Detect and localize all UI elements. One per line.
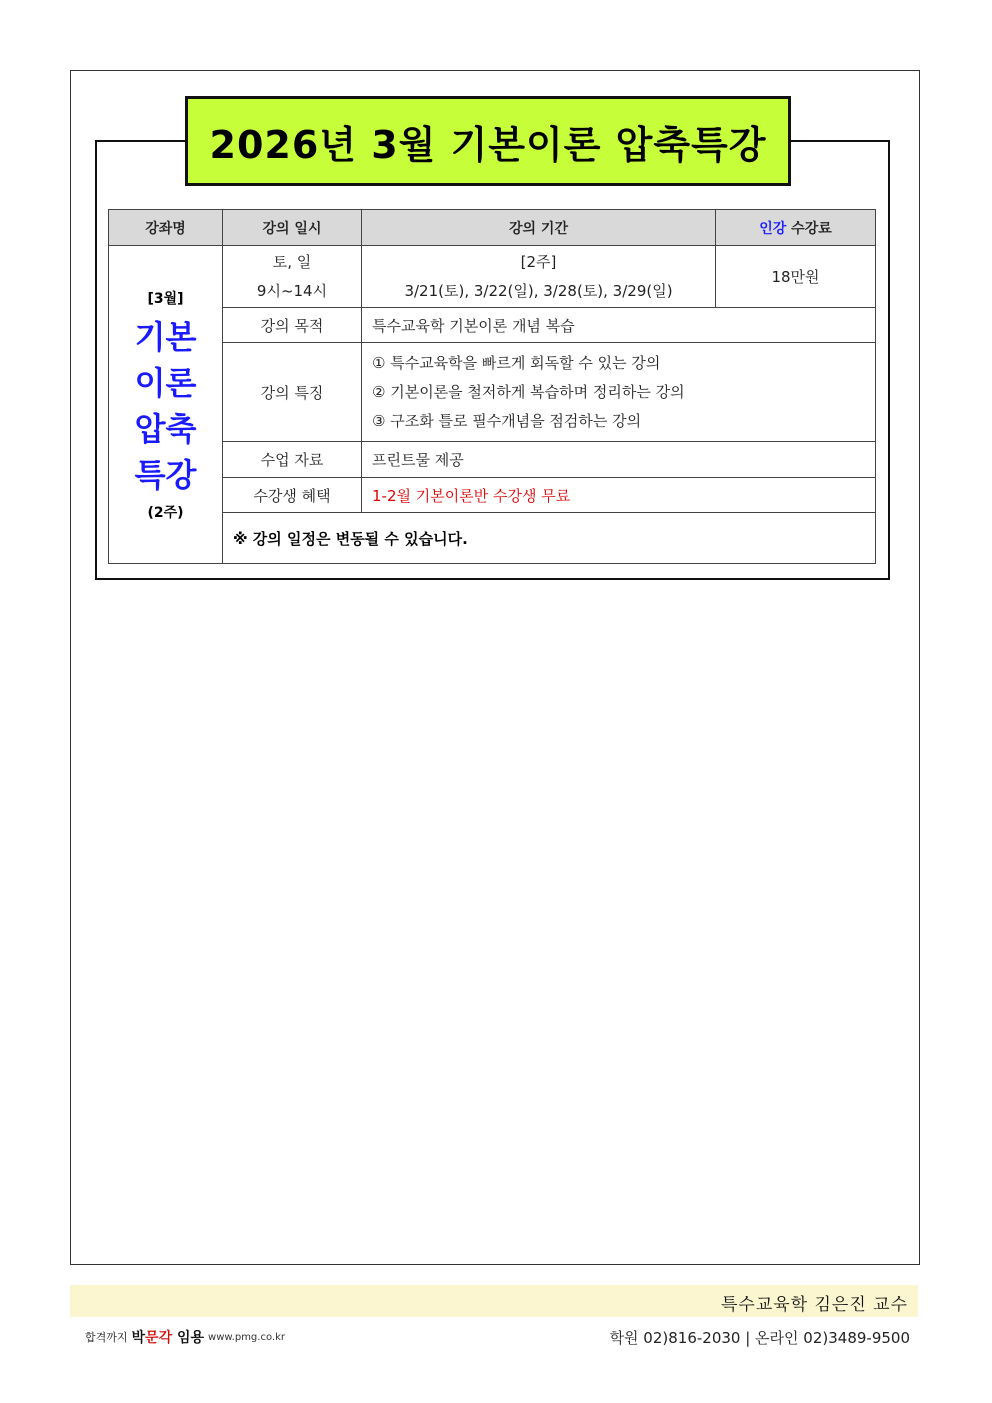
period-cell [362,246,716,308]
course-table [108,209,876,564]
materials-label: 수업 자료 [223,442,362,478]
page-title: 2026년 3월 기본이론 압축특강 [209,122,767,167]
logo-url: www.pmg.co.kr [208,1331,285,1343]
features-row [109,343,876,442]
header-fee [716,210,876,246]
purpose-label: 강의 목적 [223,308,362,343]
header-time: 강의 일시 [223,210,362,246]
feature-item-2: ② 기본이론을 철저하게 복습하며 정리하는 강의 [372,382,685,401]
logo-prefix: 합격까지 [85,1331,128,1344]
fee-cell: 18만원 [716,246,876,308]
feature-item-3: ③ 구조화 틀로 필수개념을 점검하는 강의 [372,411,642,430]
course-line-4: 특강 [134,455,197,494]
instructor-name: 특수교육학 김은진 교수 [720,1295,908,1315]
time-days: 토, 일 [272,252,312,271]
note-row [109,513,876,564]
period-dates: 3/21(토), 3/22(일), 3/28(토), 3/29(일) [404,281,673,300]
header-fee-suffix: 수강료 [786,220,832,237]
publisher-logo [85,1327,285,1347]
features-label: 강의 특징 [223,343,362,442]
header-period: 강의 기간 [362,210,716,246]
course-name-cell [109,246,223,564]
logo-brand [132,1327,205,1347]
benefit-label: 수강생 혜택 [223,478,362,513]
schedule-row [109,246,876,308]
schedule-note: ※ 강의 일정은 변동될 수 있습니다. [223,513,876,564]
header-course: 강좌명 [109,210,223,246]
course-month: [3월] [147,290,184,307]
materials-row [109,442,876,478]
course-line-2: 이론 [134,363,197,402]
purpose-row [109,308,876,343]
purpose-value: 특수교육학 기본이론 개념 복습 [362,308,876,343]
feature-item-1: ① 특수교육학을 빠르게 회독할 수 있는 강의 [372,353,661,372]
course-line-1: 기본 [134,317,197,356]
contact-info: 학원 02)816-2030 | 온라인 02)3489-9500 [609,1329,910,1347]
benefit-value: 1-2월 기본이론반 수강생 무료 [362,478,876,513]
benefit-row [109,478,876,513]
features-list [362,343,876,442]
header-fee-prefix: 인강 [759,220,787,237]
title-banner [185,96,791,186]
logo-brand-3: 임용 [172,1330,205,1346]
period-weeks: [2주] [520,252,557,271]
footer-bar [70,1285,918,1317]
course-weeks: (2주) [147,504,184,521]
course-line-3: 압축 [134,409,197,448]
logo-brand-2: 문각 [145,1330,173,1346]
time-hours: 9시~14시 [256,281,328,300]
materials-value: 프린트물 제공 [362,442,876,478]
logo-brand-1: 박 [131,1330,146,1346]
time-cell [223,246,362,308]
header-row [109,210,876,246]
